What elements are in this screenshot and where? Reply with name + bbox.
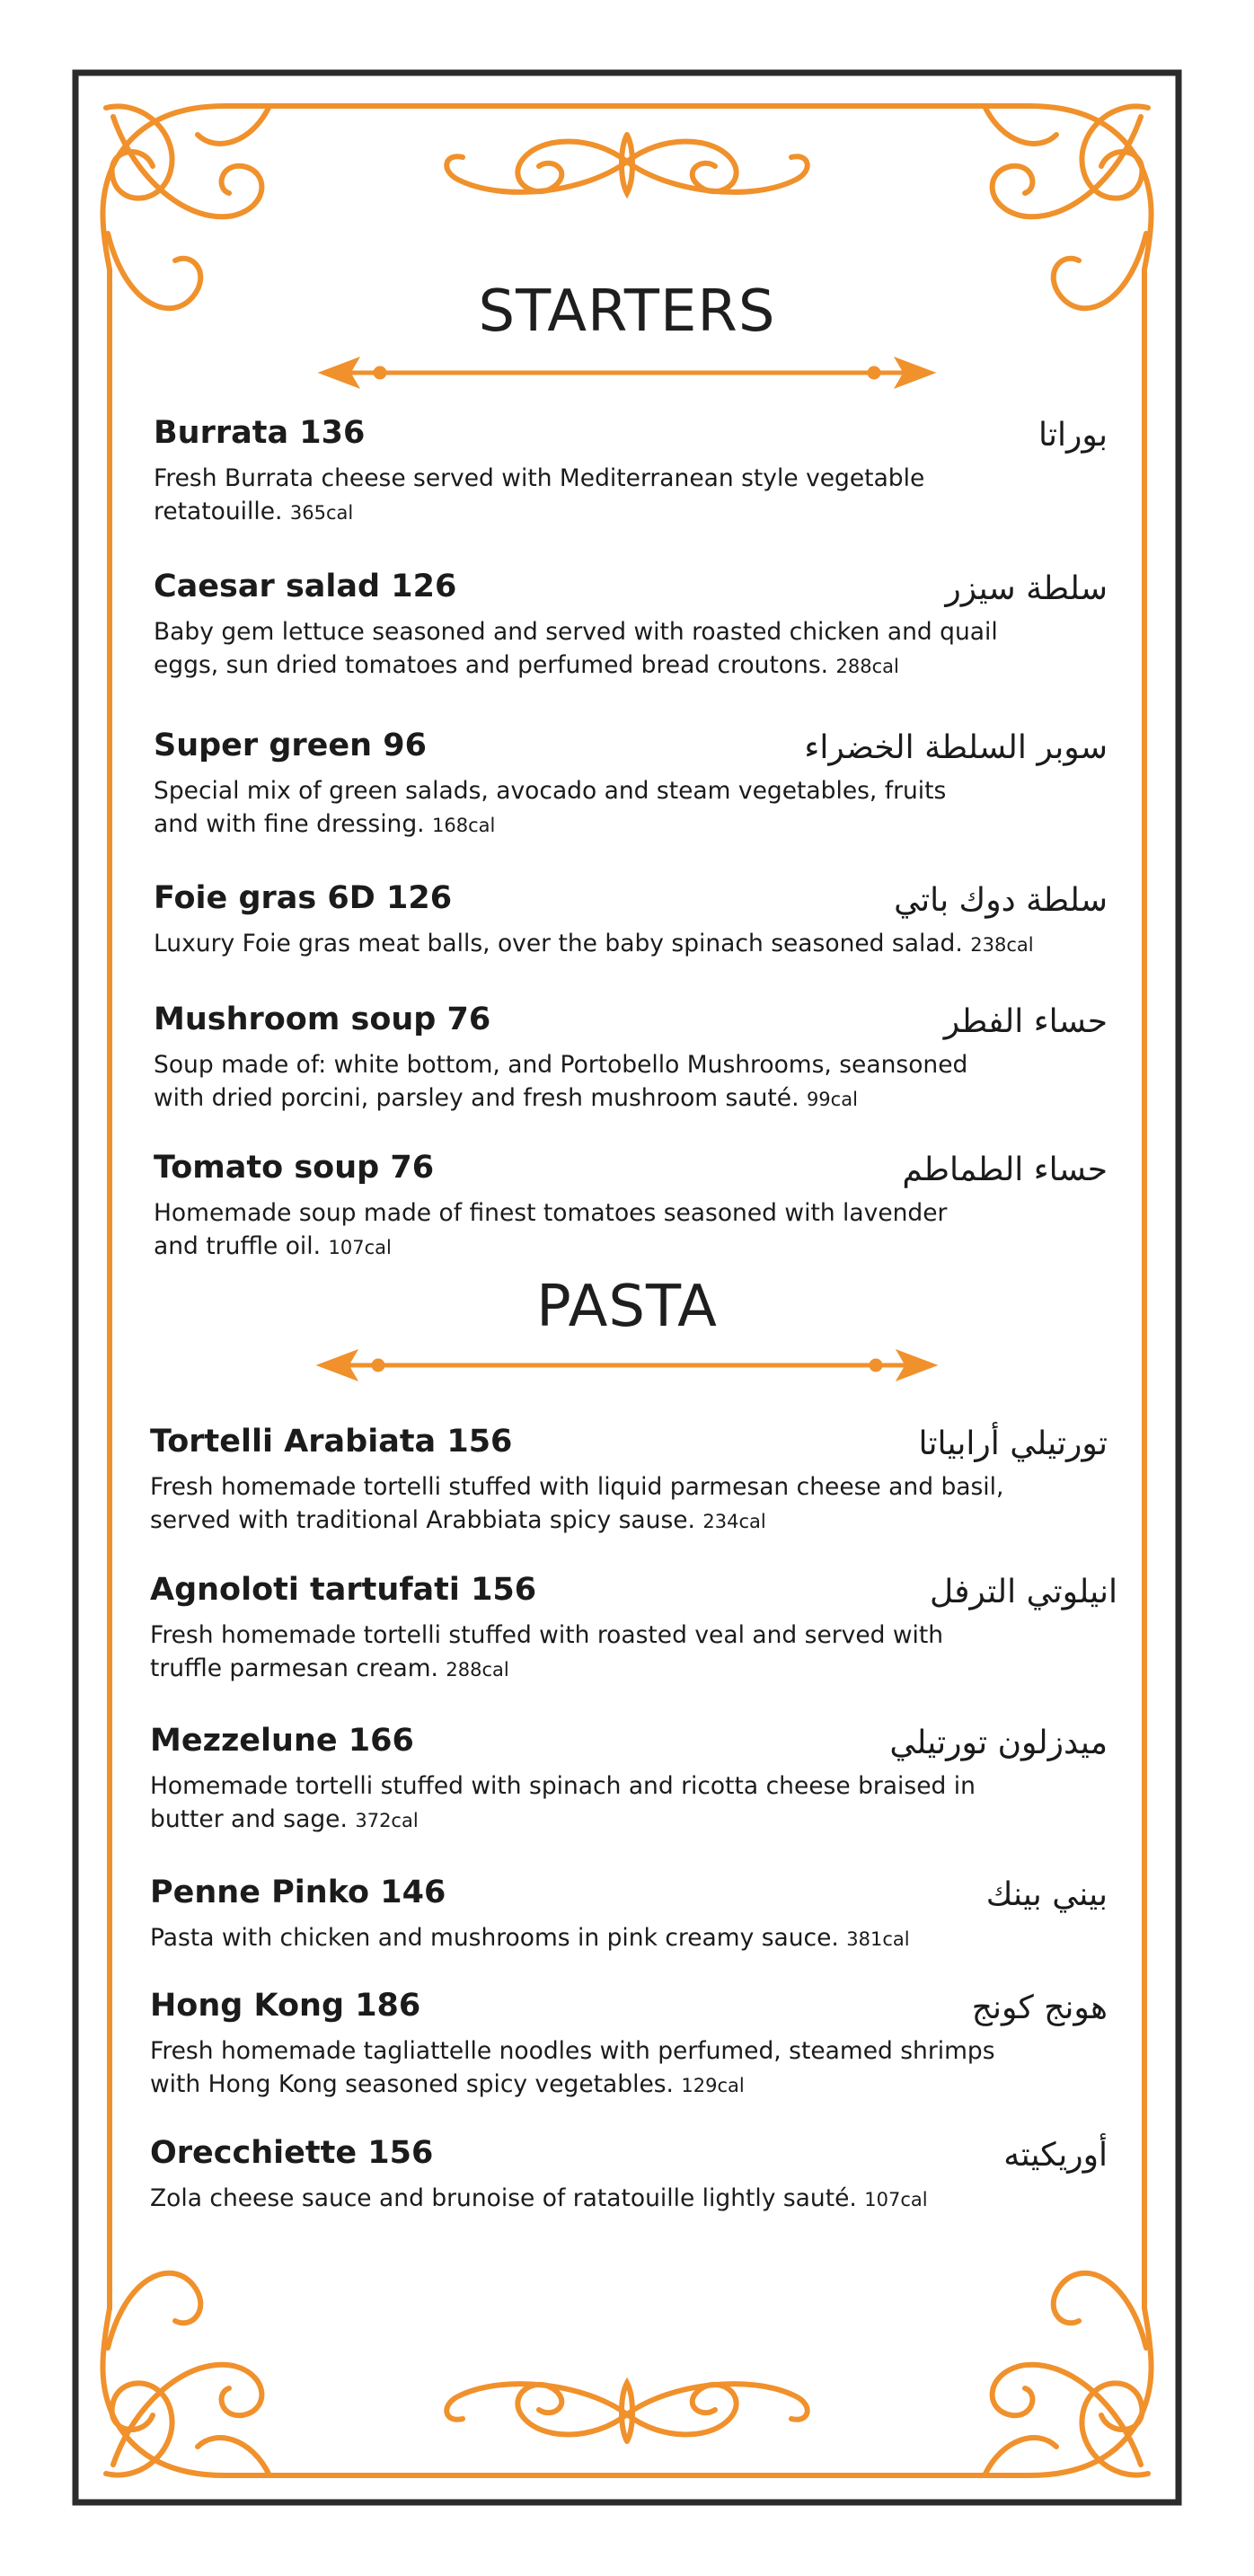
item-calories: 107cal — [328, 1237, 392, 1258]
item-name: Tortelli Arabiata 156 — [150, 1424, 513, 1460]
item-arabic-name: سوبر السلطة الخضراء — [804, 729, 1108, 766]
item-arabic-name: حساء الطماطم — [902, 1151, 1108, 1188]
item-name: Mezzelune 166 — [150, 1723, 414, 1759]
item-name: Agnoloti tartufati 156 — [150, 1572, 537, 1608]
item-calories: 365cal — [289, 502, 354, 524]
item-arabic-name: حساء الفطر — [943, 1003, 1108, 1040]
item-arabic-name: بيني بينك — [985, 1876, 1108, 1913]
starters-divider — [319, 357, 935, 388]
pasta-divider — [317, 1350, 937, 1381]
item-description: Soup made of: white bottom, and Portobello Mushrooms, seansoned with dried porcini, parsley and fresh mushroom sauté. 99cal — [154, 1051, 968, 1112]
item-description: Special mix of green salads, avocado and steam vegetables, fruits and with fine dressing. 168cal — [154, 777, 947, 838]
item-calories: 288cal — [446, 1659, 509, 1681]
item-name: Mushroom soup 76 — [154, 1001, 491, 1037]
item-description: Fresh homemade tagliattelle noodles with perfumed, steamed shrimps with Hong Kong seasoned spicy vegetables. 129cal — [150, 2037, 995, 2098]
section-title-starters: STARTERS — [478, 278, 776, 345]
item-name: Caesar salad 126 — [154, 569, 457, 604]
item-name: Foie gras 6D 126 — [154, 880, 453, 916]
item-calories: 372cal — [355, 1810, 419, 1831]
item-arabic-name: انيلوتي الترفل — [929, 1574, 1117, 1610]
item-calories: 234cal — [702, 1511, 766, 1532]
item-name: Tomato soup 76 — [154, 1150, 435, 1186]
item-arabic-name: أوريكيته — [1003, 2137, 1108, 2174]
item-name: Orecchiette 156 — [150, 2135, 434, 2171]
item-arabic-name: ميدزلون تورتيلي — [889, 1725, 1108, 1761]
item-description: Baby gem lettuce seasoned and served with roasted chicken and quail eggs, sun dried tomatoes and perfumed bread croutons. 288cal — [154, 618, 998, 679]
item-arabic-name: سلطة سيزر — [945, 570, 1108, 607]
item-calories: 238cal — [970, 934, 1034, 956]
item-description: Zola cheese sauce and brunoise of ratatouille lightly sauté. 107cal — [150, 2184, 928, 2212]
item-calories: 381cal — [846, 1928, 910, 1950]
item-calories: 99cal — [806, 1089, 858, 1110]
item-description: Pasta with chicken and mushrooms in pink creamy sauce. 381cal — [150, 1924, 910, 1952]
item-name: Hong Kong 186 — [150, 1988, 421, 2024]
item-calories: 168cal — [432, 815, 496, 836]
item-description: Luxury Foie gras meat balls, over the baby spinach seasoned salad. 238cal — [154, 930, 1034, 957]
item-calories: 288cal — [835, 656, 899, 677]
item-calories: 129cal — [681, 2075, 745, 2096]
section-title-pasta: PASTA — [536, 1274, 718, 1340]
item-description: Fresh homemade tortelli stuffed with roasted veal and served with truffle parmesan cream. 288cal — [150, 1621, 944, 1682]
item-calories: 107cal — [864, 2189, 928, 2210]
item-description: Fresh Burrata cheese served with Mediterranean style vegetable retatouille. 365cal — [154, 464, 925, 525]
item-arabic-name: بوراتا — [1038, 417, 1108, 454]
item-description: Fresh homemade tortelli stuffed with liquid parmesan cheese and basil, served with traditional Arabbiata spicy sause. 234cal — [150, 1473, 1004, 1534]
item-arabic-name: سلطة دوك باتي — [894, 882, 1108, 919]
item-arabic-name: تورتيلي أرابياتا — [918, 1425, 1108, 1462]
item-description: Homemade soup made of finest tomatoes seasoned with lavender and truffle oil. 107cal — [154, 1199, 948, 1260]
item-description: Homemade tortelli stuffed with spinach and ricotta cheese braised in butter and sage. 372cal — [150, 1772, 976, 1833]
item-name: Burrata 136 — [154, 415, 366, 451]
item-name: Super green 96 — [154, 728, 427, 763]
item-name: Penne Pinko 146 — [150, 1875, 446, 1910]
item-arabic-name: هونج كونج — [971, 1989, 1108, 2026]
